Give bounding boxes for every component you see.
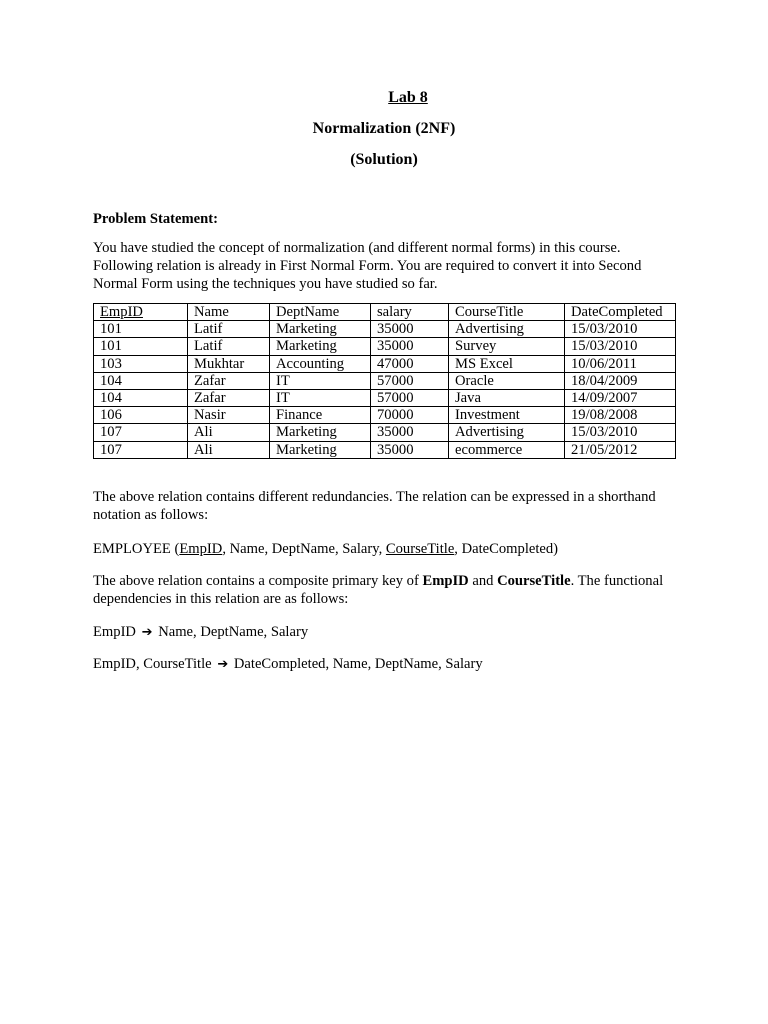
table-cell: 19/08/2008 — [565, 407, 676, 424]
table-cell: 35000 — [371, 338, 449, 355]
table-cell: Ali — [188, 424, 270, 441]
header-cell: EmpID — [94, 304, 188, 321]
table-cell: 14/09/2007 — [565, 390, 676, 407]
table-cell: Latif — [188, 338, 270, 355]
header-cell: DeptName — [270, 304, 371, 321]
table-cell: Ali — [188, 441, 270, 458]
problem-statement-heading: Problem Statement: — [93, 211, 218, 227]
table-row — [94, 321, 676, 338]
table-cell: Latif — [188, 321, 270, 338]
table-cell: IT — [270, 390, 371, 407]
header-cell: Name — [188, 304, 270, 321]
right-arrow-icon: ➔ — [217, 657, 229, 672]
table-cell: Zafar — [188, 390, 270, 407]
table-cell: 35000 — [371, 441, 449, 458]
table-cell: Marketing — [270, 441, 371, 458]
table-cell: 106 — [94, 407, 188, 424]
table-cell: 101 — [94, 338, 188, 355]
table-cell: 15/03/2010 — [565, 321, 676, 338]
table-cell: Accounting — [270, 355, 371, 372]
bold-empid: EmpID — [422, 573, 469, 589]
fd-lhs: EmpID — [93, 624, 136, 640]
redundancy-paragraph: The above relation contains different redundancies. The relation can be expressed in a shorthand notation as follows: — [93, 489, 656, 523]
table-cell: Zafar — [188, 372, 270, 389]
table-cell: Advertising — [449, 424, 565, 441]
table-cell: Oracle — [449, 372, 565, 389]
table-cell: Investment — [449, 407, 565, 424]
table-cell: 18/04/2009 — [565, 372, 676, 389]
composite-text: . The functional dependencies in this relation are as follows: — [93, 573, 664, 607]
attribute-tail: , DateCompleted) — [454, 541, 559, 557]
table-cell: 57000 — [371, 390, 449, 407]
functional-dependency-1 — [93, 623, 683, 642]
attribute-list: , Name, DeptName, Salary, — [222, 541, 386, 557]
key-coursetitle: CourseTitle — [385, 541, 455, 557]
table-cell: 107 — [94, 424, 188, 441]
table-cell: IT — [270, 372, 371, 389]
table-cell: 15/03/2010 — [565, 338, 676, 355]
table-row — [94, 407, 676, 424]
table-cell: 70000 — [371, 407, 449, 424]
bold-coursetitle: CourseTitle — [497, 573, 571, 589]
table-cell: Finance — [270, 407, 371, 424]
table-cell: 10/06/2011 — [565, 355, 676, 372]
table-row — [94, 372, 676, 389]
table-cell: ecommerce — [449, 441, 565, 458]
table-cell: 35000 — [371, 321, 449, 338]
functional-dependency-2 — [93, 655, 683, 674]
table-cell: 15/03/2010 — [565, 424, 676, 441]
table-cell: Mukhtar — [188, 355, 270, 372]
fd-lhs: EmpID, CourseTitle — [93, 656, 212, 672]
table-cell: 103 — [94, 355, 188, 372]
topic-title: Normalization (2NF) — [312, 120, 456, 137]
table-cell: Java — [449, 390, 565, 407]
table-cell: Advertising — [449, 321, 565, 338]
intro-paragraph: You have studied the concept of normalization (and different normal forms) in this course. Following relation is already in First Normal Form. You are required to convert it into Second Normal Form using the techniques you have studied so far. — [93, 240, 642, 292]
relation-name: EMPLOYEE ( — [93, 541, 180, 557]
table-cell: 107 — [94, 441, 188, 458]
table-header-row — [94, 304, 676, 321]
solution-subtitle: (Solution) — [350, 151, 418, 168]
table-cell: MS Excel — [449, 355, 565, 372]
table-cell: 47000 — [371, 355, 449, 372]
key-empid: EmpID — [179, 541, 223, 557]
employee-relation-table — [93, 303, 676, 459]
table-cell: 104 — [94, 372, 188, 389]
fd-rhs: DateCompleted, Name, DeptName, Salary — [233, 656, 483, 672]
composite-text: and — [468, 573, 498, 589]
table-cell: 57000 — [371, 372, 449, 389]
header-cell: CourseTitle — [449, 304, 565, 321]
header-cell: DateCompleted — [565, 304, 676, 321]
table-cell: Marketing — [270, 424, 371, 441]
fd-rhs: Name, DeptName, Salary — [158, 624, 309, 640]
composite-text: The above relation contains a composite primary key of — [93, 573, 423, 589]
table-cell: Marketing — [270, 338, 371, 355]
table-cell: 21/05/2012 — [565, 441, 676, 458]
table-row — [94, 338, 676, 355]
table-cell: Nasir — [188, 407, 270, 424]
table-row — [94, 390, 676, 407]
table-row — [94, 424, 676, 441]
table-cell: 104 — [94, 390, 188, 407]
shorthand-notation — [93, 540, 683, 558]
table-cell: 101 — [94, 321, 188, 338]
table-cell: 35000 — [371, 424, 449, 441]
table-cell: Survey — [449, 338, 565, 355]
table-cell: Marketing — [270, 321, 371, 338]
composite-key-paragraph — [93, 572, 683, 608]
right-arrow-icon: ➔ — [141, 625, 153, 640]
header-cell: salary — [371, 304, 449, 321]
lab-title: Lab 8 — [388, 89, 428, 106]
table-row — [94, 355, 676, 372]
table-row — [94, 441, 676, 458]
